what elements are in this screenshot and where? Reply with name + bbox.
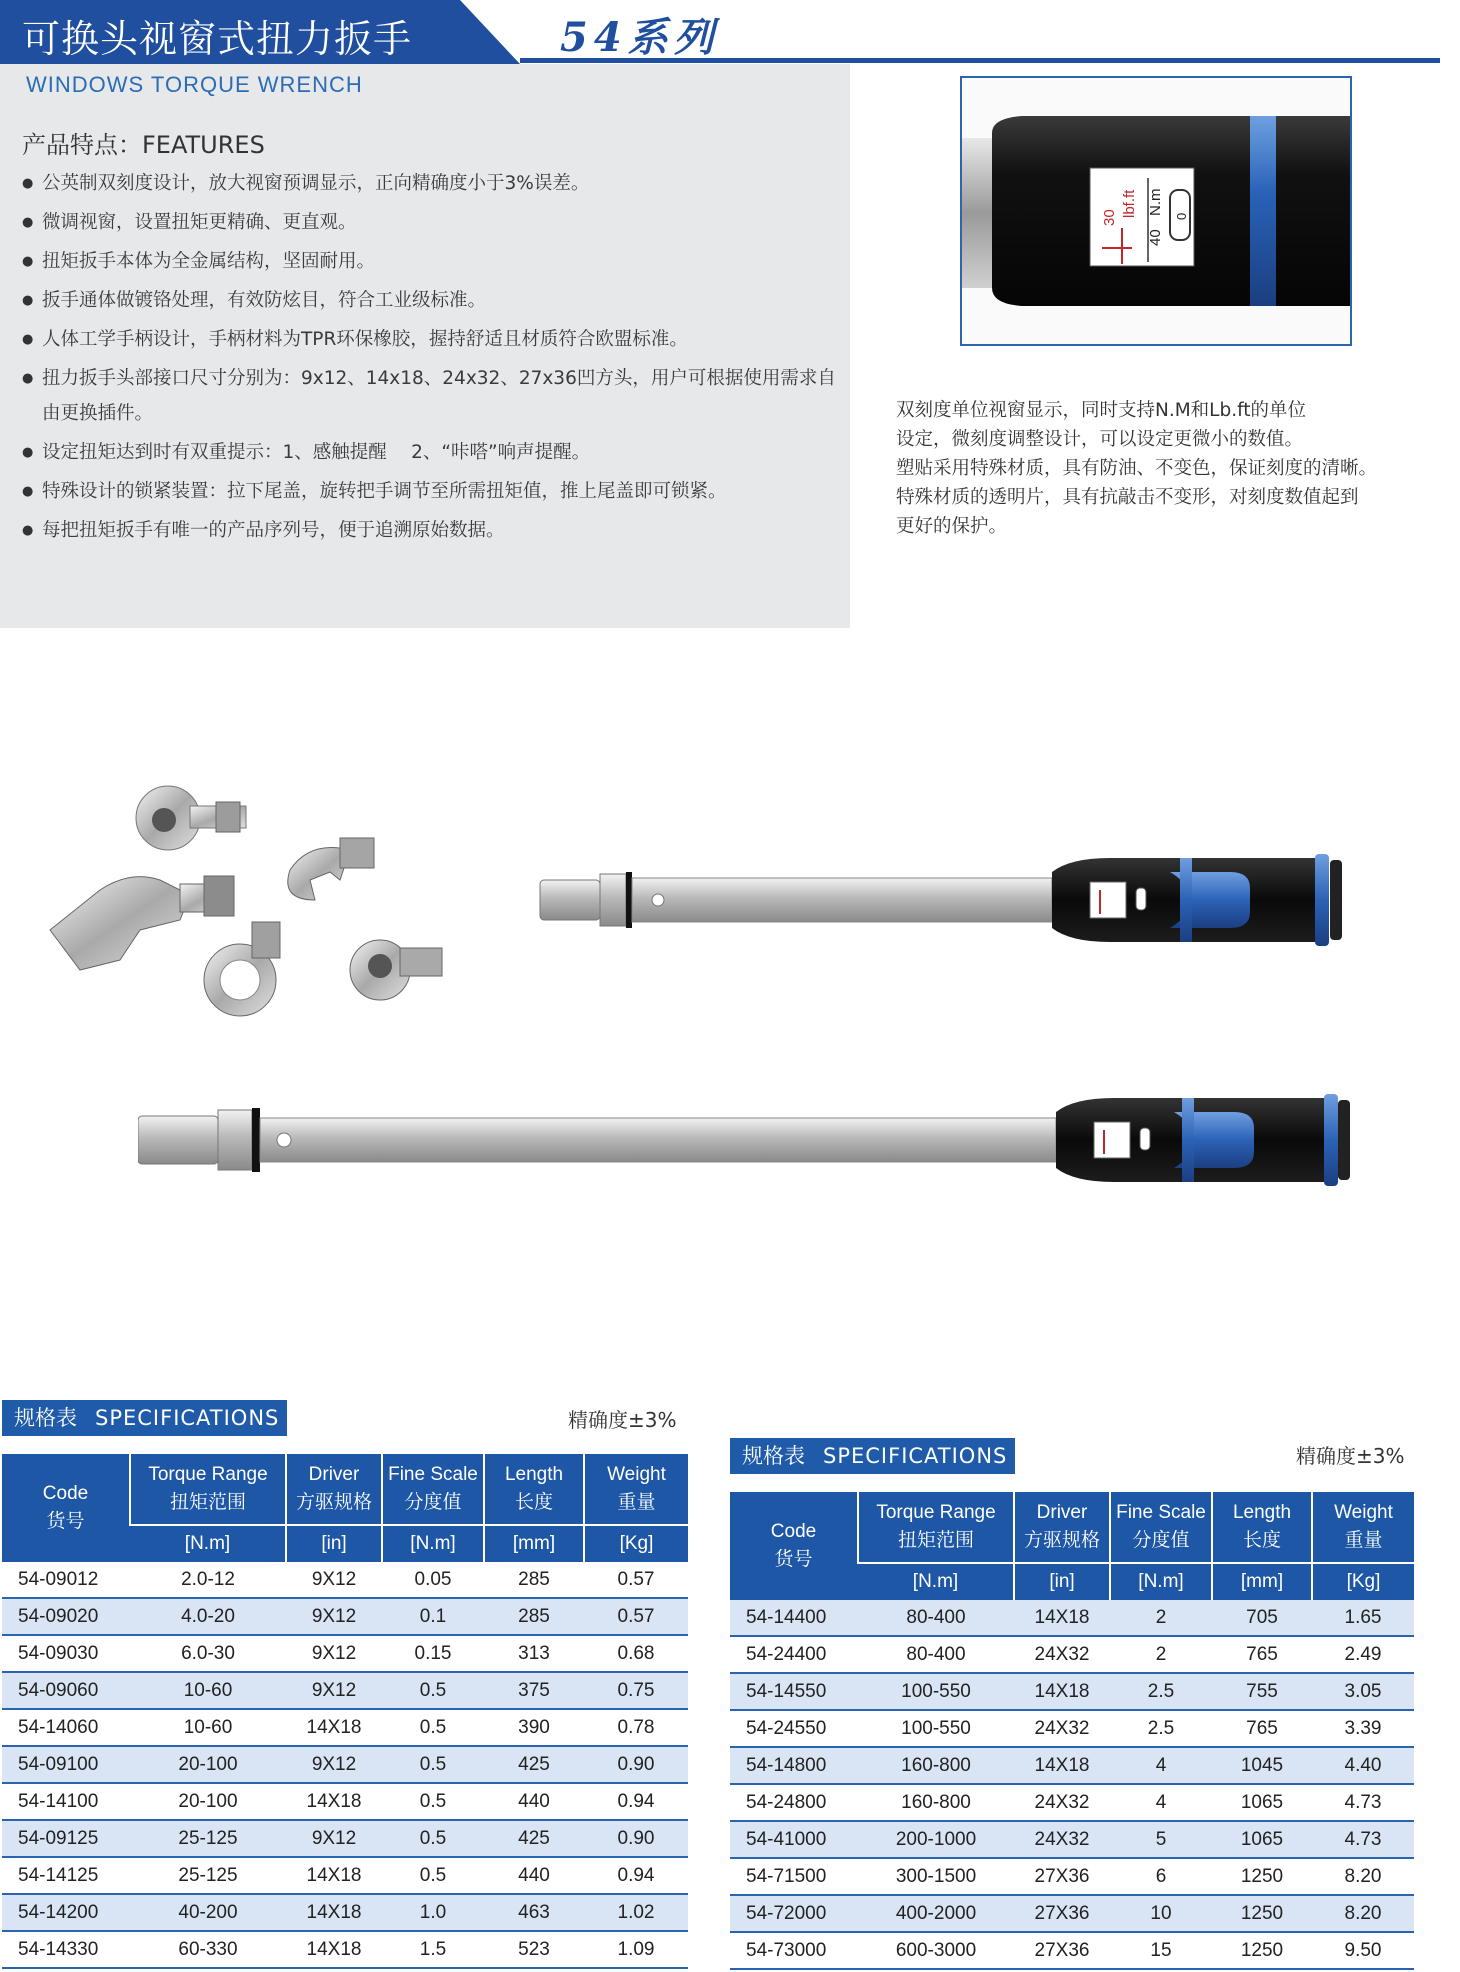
cell-fine-scale: 0.5 <box>382 1857 484 1894</box>
cell-weight: 8.20 <box>1312 1895 1414 1932</box>
cell-torque: 6.0-30 <box>130 1635 286 1672</box>
cell-code: 54-14100 <box>2 1783 130 1820</box>
cell-driver: 24X32 <box>1014 1710 1110 1747</box>
cell-length: 425 <box>484 1820 584 1857</box>
feature-item: ● 扭力扳手头部接口尺寸分别为：9x12、14x18、24x32、27x36凹方头，用户可根据使用需求自由更换插件。 <box>22 361 842 431</box>
cell-fine-scale: 15 <box>1110 1932 1212 1969</box>
feature-item: ● 微调视窗，设置扭矩更精确、更直观。 <box>22 205 842 240</box>
cell-length: 390 <box>484 1709 584 1746</box>
table-row <box>730 1784 1414 1821</box>
features-heading: 产品特点：FEATURES <box>22 131 265 159</box>
cell-driver: 24X32 <box>1014 1636 1110 1673</box>
cell-fine-scale: 0.5 <box>382 1820 484 1857</box>
header-fine-scale: Fine Scale 分度值 <box>382 1454 484 1525</box>
cell-fine-scale: 0.5 <box>382 1709 484 1746</box>
cell-torque: 60-330 <box>130 1931 286 1968</box>
cell-fine-scale: 0.5 <box>382 1672 484 1709</box>
cell-torque: 10-60 <box>130 1672 286 1709</box>
cell-code: 54-24550 <box>730 1710 858 1747</box>
cell-code: 54-41000 <box>730 1821 858 1858</box>
cell-fine-scale: 4 <box>1110 1747 1212 1784</box>
cell-fine-scale: 0.5 <box>382 1783 484 1820</box>
cell-weight: 3.39 <box>1312 1710 1414 1747</box>
cell-length: 285 <box>484 1598 584 1635</box>
table-row <box>2 1709 688 1746</box>
subtitle-en: WINDOWS TORQUE WRENCH <box>26 72 363 97</box>
cell-weight: 0.68 <box>584 1635 688 1672</box>
cell-code: 54-09012 <box>2 1562 130 1598</box>
table-row <box>730 1895 1414 1932</box>
cell-driver: 14X18 <box>286 1931 382 1968</box>
table-row <box>730 1600 1414 1636</box>
cell-code: 54-09060 <box>2 1672 130 1709</box>
cell-code: 54-71500 <box>730 1858 858 1895</box>
description-line: 特殊材质的透明片，具有抗敲击不变形，对刻度数值起到 <box>896 487 1359 508</box>
cell-driver: 9X12 <box>286 1635 382 1672</box>
cell-fine-scale: 6 <box>1110 1858 1212 1895</box>
cell-code: 54-14800 <box>730 1747 858 1784</box>
cell-length: 463 <box>484 1894 584 1931</box>
cell-torque: 20-100 <box>130 1746 286 1783</box>
cell-length: 425 <box>484 1746 584 1783</box>
scale-value-a: 30 <box>1101 209 1118 226</box>
cell-fine-scale: 0.1 <box>382 1598 484 1635</box>
table-row <box>730 1710 1414 1747</box>
feature-item: ● 设定扭矩达到时有双重提示：1、感触提醒 2、“咔嗒”响声提醒。 <box>22 435 842 470</box>
cell-weight: 0.75 <box>584 1672 688 1709</box>
cell-torque: 300-1500 <box>858 1858 1014 1895</box>
cell-code: 54-24800 <box>730 1784 858 1821</box>
open-end-head-icon <box>288 838 374 900</box>
cell-length: 1250 <box>1212 1932 1312 1969</box>
cell-driver: 14X18 <box>1014 1600 1110 1636</box>
table-row <box>730 1858 1414 1895</box>
torque-wrench-long <box>138 1090 1358 1200</box>
header-driver: Driver 方驱规格 <box>286 1454 382 1525</box>
cell-weight: 4.73 <box>1312 1821 1414 1858</box>
cell-torque: 600-3000 <box>858 1932 1014 1969</box>
ratchet-head-icon <box>136 786 246 850</box>
interchangeable-heads-photo <box>40 780 500 1040</box>
cell-weight: 4.73 <box>1312 1784 1414 1821</box>
ratchet-head-icon <box>350 940 442 1000</box>
cell-torque: 80-400 <box>858 1636 1014 1673</box>
cell-length: 313 <box>484 1635 584 1672</box>
cell-fine-scale: 4 <box>1110 1784 1212 1821</box>
table-row <box>2 1931 688 1968</box>
cell-torque: 100-550 <box>858 1710 1014 1747</box>
table-row <box>730 1673 1414 1710</box>
unit-length: [mm] <box>484 1525 584 1562</box>
header-code: Code 货号 <box>2 1454 130 1562</box>
cell-length: 440 <box>484 1783 584 1820</box>
spec-table-body <box>2 1562 688 1968</box>
table-row <box>2 1635 688 1672</box>
feature-item: ● 特殊设计的锁紧装置：拉下尾盖，旋转把手调节至所需扭矩值，推上尾盖即可锁紧。 <box>22 474 842 509</box>
header-length: Length 长度 <box>484 1454 584 1525</box>
cell-fine-scale: 2 <box>1110 1636 1212 1673</box>
feature-item: ● 扳手通体做镀铬处理，有效防炫目，符合工业级标准。 <box>22 283 842 318</box>
page-title: 可换头视窗式扭力扳手 <box>22 17 413 61</box>
unit-fine-scale: [N.m] <box>1110 1563 1212 1600</box>
cell-code: 54-09100 <box>2 1746 130 1783</box>
cell-torque: 160-800 <box>858 1747 1014 1784</box>
feature-item: ● 人体工学手柄设计，手柄材料为TPR环保橡胶，握持舒适且材质符合欧盟标准。 <box>22 322 842 357</box>
cell-driver: 14X18 <box>286 1857 382 1894</box>
cell-torque: 25-125 <box>130 1820 286 1857</box>
cell-fine-scale: 2 <box>1110 1600 1212 1636</box>
cell-weight: 8.20 <box>1312 1858 1414 1895</box>
spec-table-body <box>730 1600 1414 1969</box>
cell-code: 54-09020 <box>2 1598 130 1635</box>
cell-length: 523 <box>484 1931 584 1968</box>
accuracy-note-right: 精确度±3% <box>1296 1444 1405 1468</box>
cell-driver: 14X18 <box>1014 1673 1110 1710</box>
cell-weight: 3.05 <box>1312 1673 1414 1710</box>
cell-length: 1250 <box>1212 1895 1312 1932</box>
cell-driver: 9X12 <box>286 1820 382 1857</box>
description-line: 设定，微刻度调整设计，可以设定更微小的数值。 <box>896 429 1304 450</box>
cell-weight: 0.78 <box>584 1709 688 1746</box>
cell-torque: 20-100 <box>130 1783 286 1820</box>
cell-fine-scale: 10 <box>1110 1895 1212 1932</box>
cell-length: 765 <box>1212 1710 1312 1747</box>
table-row <box>730 1636 1414 1673</box>
cell-code: 54-09030 <box>2 1635 130 1672</box>
table-row <box>2 1746 688 1783</box>
header-weight: Weight 重量 <box>1312 1492 1414 1563</box>
cell-weight: 0.94 <box>584 1783 688 1820</box>
cell-torque: 4.0-20 <box>130 1598 286 1635</box>
unit-torque: [N.m] <box>130 1525 286 1562</box>
cell-torque: 10-60 <box>130 1709 286 1746</box>
table-row <box>2 1783 688 1820</box>
cell-weight: 0.57 <box>584 1598 688 1635</box>
unit-weight: [Kg] <box>1312 1563 1414 1600</box>
series-title: 54系列 <box>560 14 720 61</box>
table-row <box>2 1598 688 1635</box>
cell-fine-scale: 1.5 <box>382 1931 484 1968</box>
wrench-handle-closeup <box>962 78 1350 344</box>
cell-code: 54-73000 <box>730 1932 858 1969</box>
features-list <box>22 166 842 552</box>
header-torque: Torque Range 扭矩范围 <box>858 1492 1014 1563</box>
spec-table-left <box>2 1454 688 1969</box>
table-row <box>2 1894 688 1931</box>
cell-torque: 160-800 <box>858 1784 1014 1821</box>
unit-driver: [in] <box>286 1525 382 1562</box>
cell-weight: 2.49 <box>1312 1636 1414 1673</box>
cell-driver: 9X12 <box>286 1598 382 1635</box>
cell-driver: 24X32 <box>1014 1821 1110 1858</box>
header-torque: Torque Range 扭矩范围 <box>130 1454 286 1525</box>
cell-length: 440 <box>484 1857 584 1894</box>
cell-driver: 14X18 <box>286 1783 382 1820</box>
cell-torque: 100-550 <box>858 1673 1014 1710</box>
cell-torque: 400-2000 <box>858 1895 1014 1932</box>
cell-fine-scale: 1.0 <box>382 1894 484 1931</box>
unit-driver: [in] <box>1014 1563 1110 1600</box>
torque-wrench-short <box>530 850 1350 960</box>
cell-code: 54-72000 <box>730 1895 858 1932</box>
scale-value-b: 40 <box>1147 229 1164 246</box>
cell-weight: 0.57 <box>584 1562 688 1598</box>
scale-unit-a: lbf.ft <box>1121 189 1138 218</box>
cell-weight: 9.50 <box>1312 1932 1414 1969</box>
cell-driver: 27X36 <box>1014 1895 1110 1932</box>
cell-torque: 200-1000 <box>858 1821 1014 1858</box>
cell-driver: 9X12 <box>286 1746 382 1783</box>
cell-code: 54-14330 <box>2 1931 130 1968</box>
cell-length: 765 <box>1212 1636 1312 1673</box>
cell-weight: 1.09 <box>584 1931 688 1968</box>
cell-driver: 24X32 <box>1014 1784 1110 1821</box>
description-line: 更好的保护。 <box>896 516 1008 537</box>
cell-driver: 14X18 <box>1014 1747 1110 1784</box>
cell-torque: 80-400 <box>858 1600 1014 1636</box>
header-weight: Weight 重量 <box>584 1454 688 1525</box>
cell-length: 285 <box>484 1562 584 1598</box>
accuracy-note-left: 精确度±3% <box>568 1408 677 1432</box>
cell-fine-scale: 5 <box>1110 1821 1212 1858</box>
cell-weight: 0.90 <box>584 1820 688 1857</box>
spec-label-right: 规格表 SPECIFICATIONS <box>730 1438 1015 1474</box>
cell-fine-scale: 2.5 <box>1110 1710 1212 1747</box>
cell-weight: 0.90 <box>584 1746 688 1783</box>
unit-length: [mm] <box>1212 1563 1312 1600</box>
window-description <box>896 396 1456 541</box>
scale-window-photo <box>960 76 1352 346</box>
cell-code: 54-14200 <box>2 1894 130 1931</box>
cell-weight: 1.02 <box>584 1894 688 1931</box>
cell-code: 54-14125 <box>2 1857 130 1894</box>
table-row <box>2 1562 688 1598</box>
table-row <box>730 1821 1414 1858</box>
cell-code: 54-14550 <box>730 1673 858 1710</box>
cell-code: 54-09125 <box>2 1820 130 1857</box>
table-row <box>730 1747 1414 1784</box>
cell-driver: 27X36 <box>1014 1932 1110 1969</box>
cell-length: 1065 <box>1212 1821 1312 1858</box>
cell-code: 54-14400 <box>730 1600 858 1636</box>
adjustable-head-icon <box>50 876 234 970</box>
cell-driver: 27X36 <box>1014 1858 1110 1895</box>
cell-torque: 25-125 <box>130 1857 286 1894</box>
cell-driver: 9X12 <box>286 1672 382 1709</box>
cell-torque: 2.0-12 <box>130 1562 286 1598</box>
header-code: Code 货号 <box>730 1492 858 1600</box>
cell-weight: 4.40 <box>1312 1747 1414 1784</box>
header-driver: Driver 方驱规格 <box>1014 1492 1110 1563</box>
cell-length: 705 <box>1212 1600 1312 1636</box>
cell-driver: 9X12 <box>286 1562 382 1598</box>
feature-item: ● 扭矩扳手本体为全金属结构，坚固耐用。 <box>22 244 842 279</box>
ring-head-icon <box>204 922 280 1016</box>
scale-unit-b: N.m <box>1147 188 1164 216</box>
unit-torque: [N.m] <box>858 1563 1014 1600</box>
feature-item: ● 每把扭矩扳手有唯一的产品序列号，便于追溯原始数据。 <box>22 513 842 548</box>
table-row <box>2 1672 688 1709</box>
unit-fine-scale: [N.m] <box>382 1525 484 1562</box>
cell-code: 54-24400 <box>730 1636 858 1673</box>
table-row <box>2 1820 688 1857</box>
scale-knob: 0 <box>1174 212 1189 220</box>
cell-length: 1065 <box>1212 1784 1312 1821</box>
cell-torque: 40-200 <box>130 1894 286 1931</box>
cell-weight: 1.65 <box>1312 1600 1414 1636</box>
table-row <box>2 1857 688 1894</box>
unit-weight: [Kg] <box>584 1525 688 1562</box>
cell-fine-scale: 2.5 <box>1110 1673 1212 1710</box>
spec-table-right <box>730 1492 1414 1970</box>
cell-code: 54-14060 <box>2 1709 130 1746</box>
header-fine-scale: Fine Scale 分度值 <box>1110 1492 1212 1563</box>
header-length: Length 长度 <box>1212 1492 1312 1563</box>
cell-length: 1045 <box>1212 1747 1312 1784</box>
table-row <box>730 1932 1414 1969</box>
cell-length: 755 <box>1212 1673 1312 1710</box>
spec-label-left: 规格表 SPECIFICATIONS <box>2 1400 287 1436</box>
cell-weight: 0.94 <box>584 1857 688 1894</box>
cell-length: 1250 <box>1212 1858 1312 1895</box>
cell-driver: 14X18 <box>286 1894 382 1931</box>
cell-fine-scale: 0.15 <box>382 1635 484 1672</box>
description-line: 双刻度单位视窗显示，同时支持N.M和Lb.ft的单位 <box>896 400 1307 421</box>
cell-length: 375 <box>484 1672 584 1709</box>
description-line: 塑贴采用特殊材质，具有防油、不变色，保证刻度的清晰。 <box>896 458 1378 479</box>
cell-fine-scale: 0.05 <box>382 1562 484 1598</box>
cell-fine-scale: 0.5 <box>382 1746 484 1783</box>
feature-item: ● 公英制双刻度设计，放大视窗预调显示，正向精确度小于3%误差。 <box>22 166 842 201</box>
cell-driver: 14X18 <box>286 1709 382 1746</box>
